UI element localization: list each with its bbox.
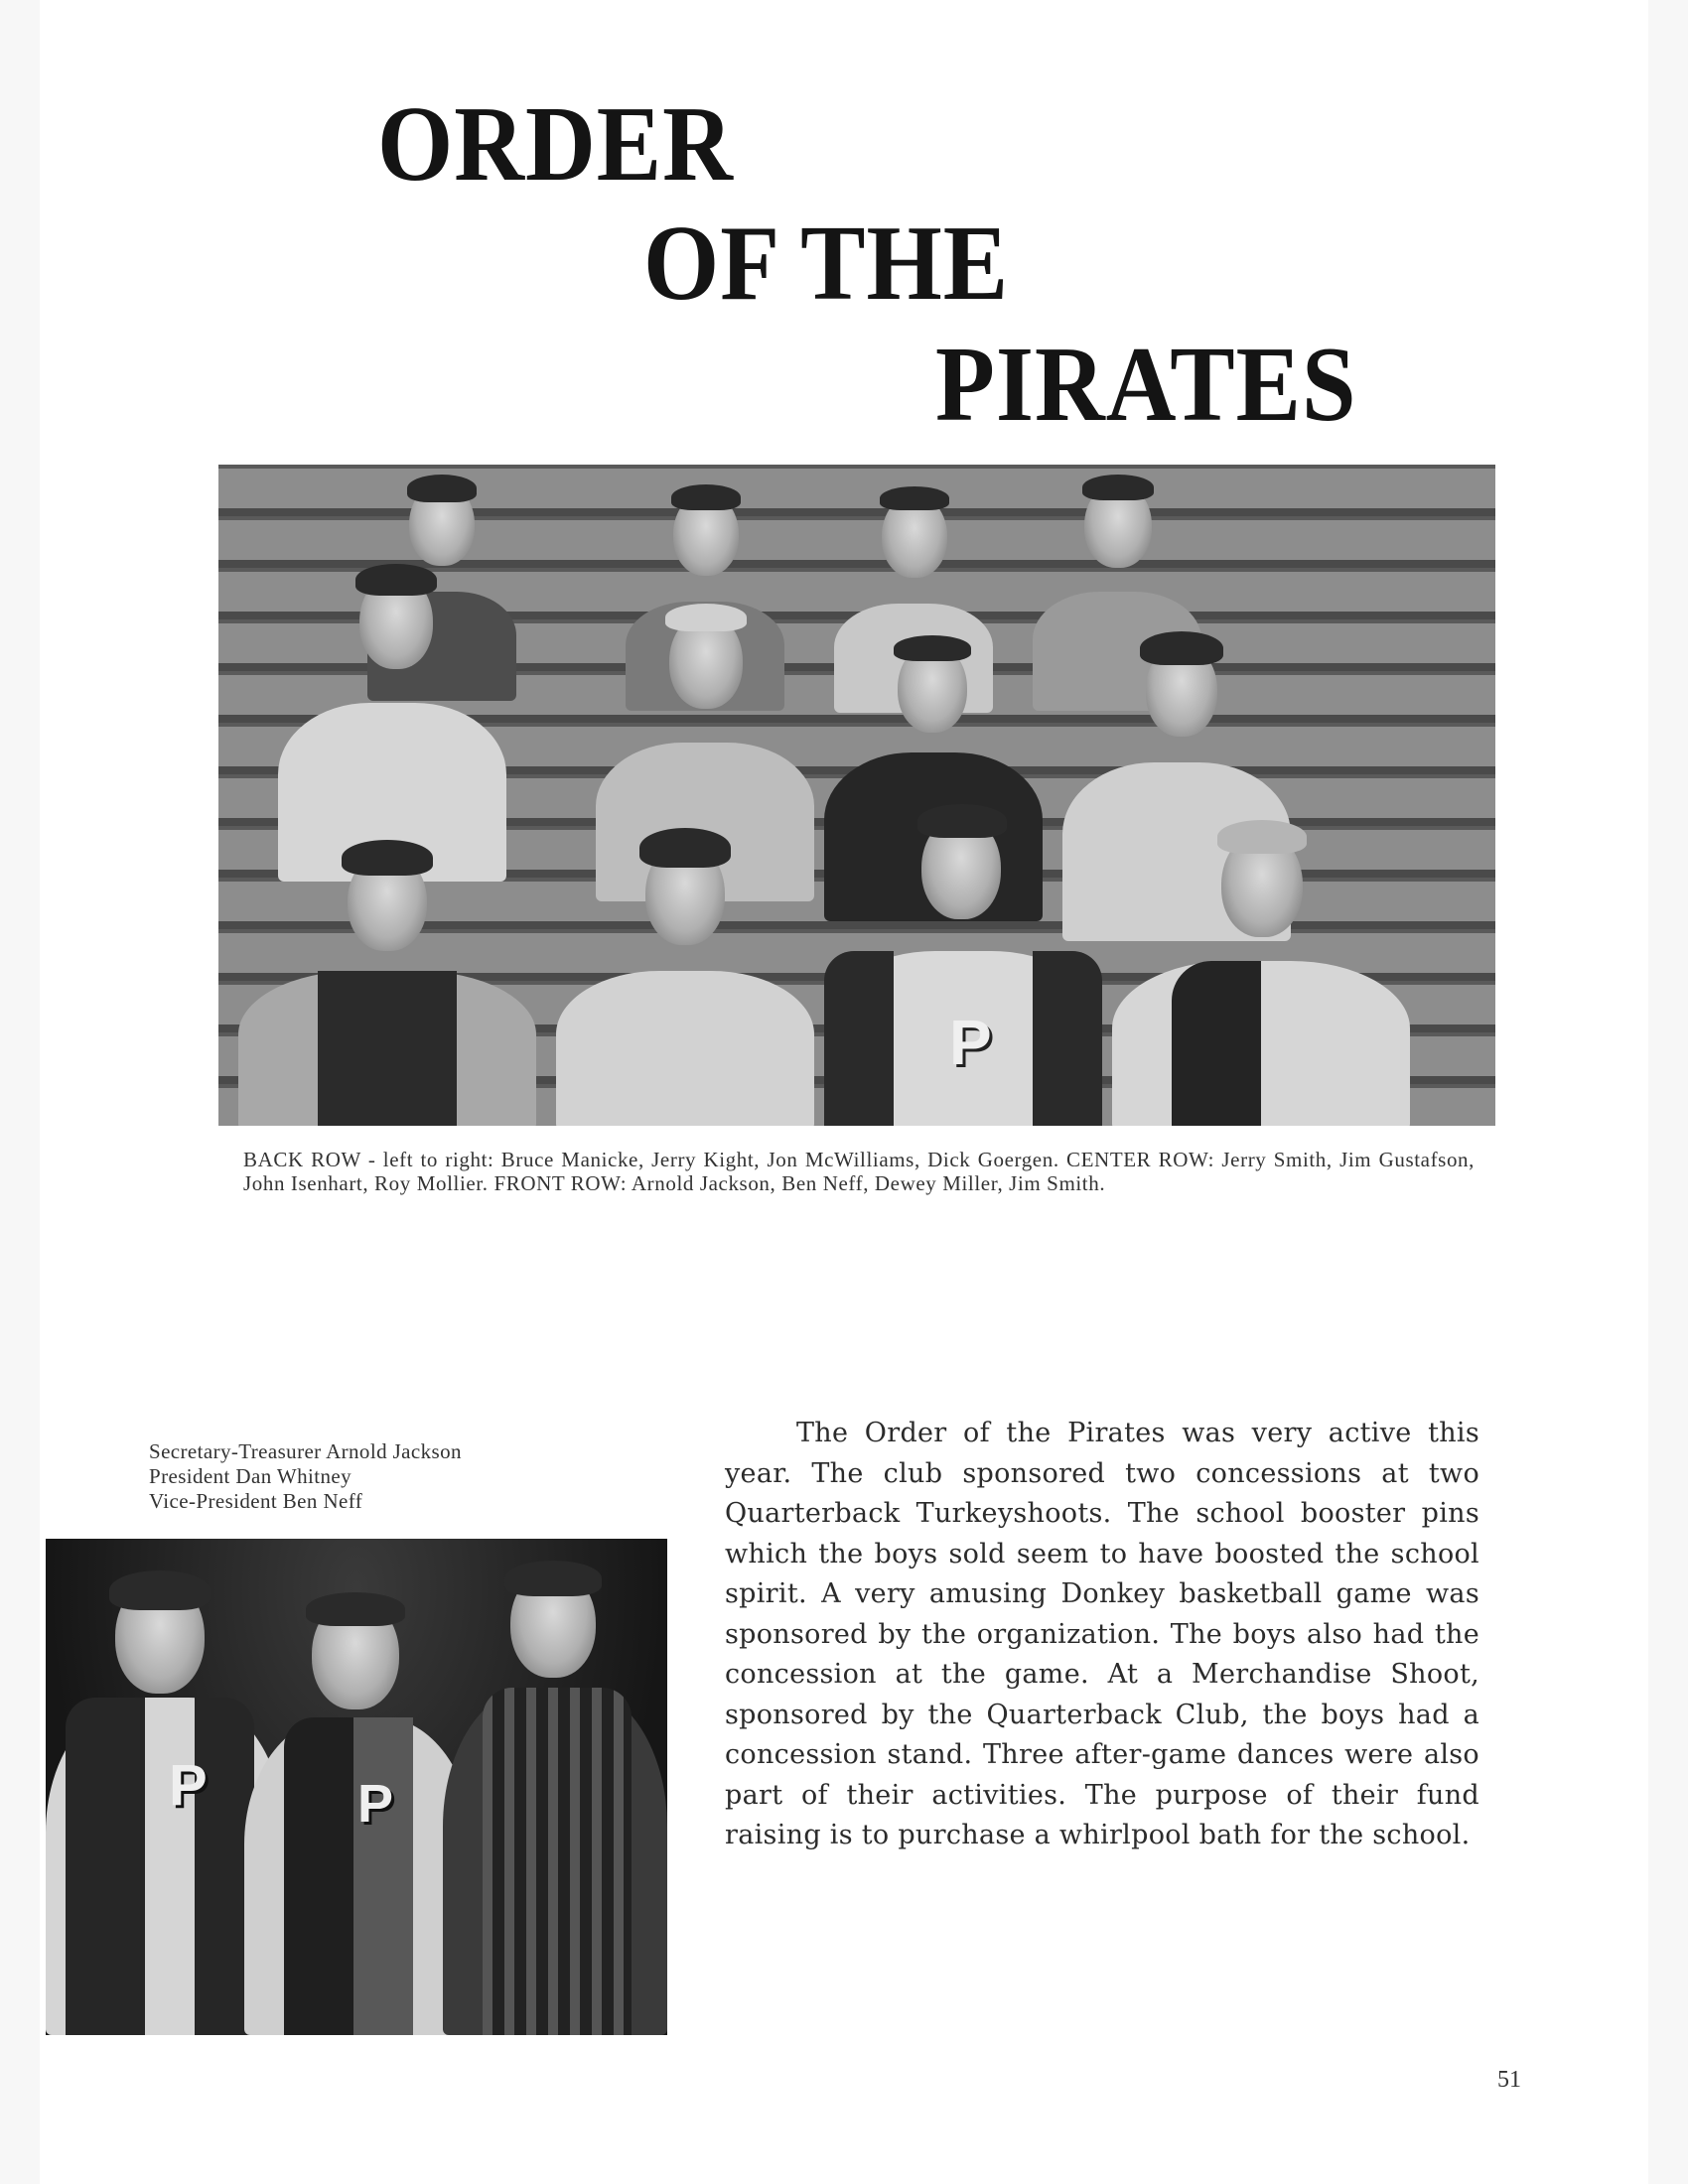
officers-photo-person <box>443 1569 667 2035</box>
group-photo <box>218 465 1495 1126</box>
group-photo-person <box>814 782 1112 1126</box>
officer-caption <box>149 1439 462 1514</box>
page-right-margin <box>1648 0 1688 2184</box>
page-left-margin <box>0 0 40 2184</box>
officer-line: Vice-President Ben Neff <box>149 1489 363 1513</box>
officer-line: Secretary-Treasurer Arnold Jackson <box>149 1439 462 1463</box>
jacket-letter: P <box>169 1753 208 1818</box>
page-number: 51 <box>1497 2067 1521 2093</box>
officer-line: President Dan Whitney <box>149 1464 352 1488</box>
group-photo-person <box>228 822 546 1126</box>
club-description-paragraph: The Order of the Pirates was very active this year. The club sponsored two concessions at two Quarterback Turkeyshoots. The school booster pins which the boys sold seem to have boosted the school spirit. A very amusing Donkey basketball game was sponsored by the organization. The boys also had the concession at the game. At a Merchandise Shoot, sponsored by the Quarterback Club, the boys had a concession stand. Three after-game dances were also part of their activities. The purpose of their fund raising is to purchase a whirlpool bath for the school. <box>725 1418 1479 1850</box>
page-title-line-2: OF THE <box>643 205 1010 324</box>
group-photo-person <box>1112 802 1410 1126</box>
page-title-line-1: ORDER <box>377 85 734 205</box>
club-description <box>725 1414 1479 1856</box>
jacket-letter: P <box>949 1007 992 1078</box>
jacket-letter: P <box>357 1774 394 1834</box>
group-photo-person <box>546 802 824 1126</box>
group-photo-caption: BACK ROW - left to right: Bruce Manicke, Jerry Kight, Jon McWilliams, Dick Goergen. CENTER ROW: Jerry Smith, Jim Gustafson, John Isenhart, Roy Mollier. FRONT ROW: Arnold Jackson, Ben Neff, Dewey Miller, Jim Smith. <box>243 1148 1475 1195</box>
officers-photo-person <box>244 1598 473 2035</box>
page-title-line-3: PIRATES <box>935 326 1357 445</box>
officers-photo <box>46 1539 667 2035</box>
